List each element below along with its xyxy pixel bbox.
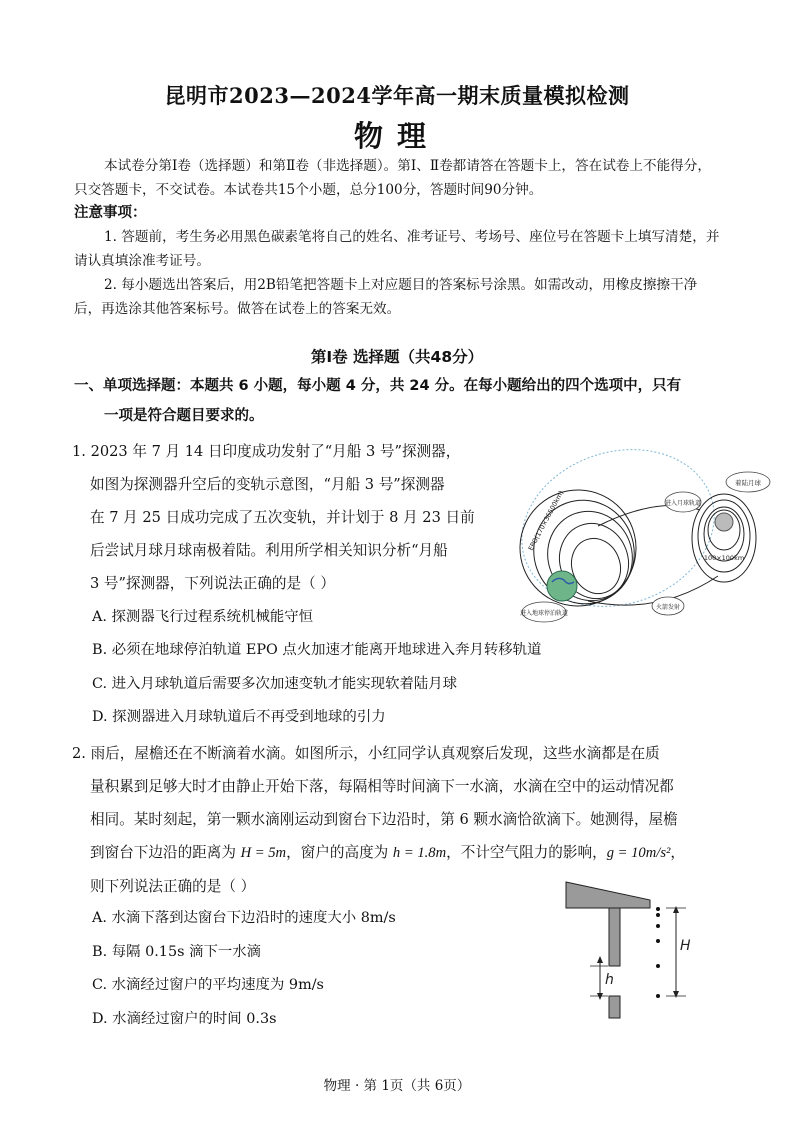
H-label: H (680, 938, 691, 954)
q1-line-1: 1. 2023 年 7 月 14 日印度成功发射了“月船 3 号”探测器， (72, 443, 461, 460)
intro-paragraph: 本试卷分第Ⅰ卷（选择题）和第Ⅱ卷（非选择题）。第Ⅰ、Ⅱ卷都请答在答题卡上，答在试卷上不能得分，只交答题卡，不交试卷。本试卷共15个小题，总分100分，答题时间90分钟。 (74, 158, 711, 198)
wall-lower (609, 996, 620, 1018)
landing-label: 着陆月球 (735, 479, 761, 487)
note-item-2: 2. 每小题选出答案后，用2B铅笔把答题卡上对应题目的答案标号涂黑。如需改动，用橡皮擦擦干净后，再选涂其他答案标号。做答在试卷上的答案无效。 (74, 277, 698, 317)
q1-option-b: B. 必须在地球停泊轨道 EPO 点火加速才能离开地球进入奔月转移轨道 (92, 642, 542, 658)
epo-label: EPO(170×36500km) (526, 489, 566, 552)
q2-g-value: g = 10m/s² (606, 845, 671, 861)
notes-heading: 注意事项： (74, 205, 147, 221)
q2-option-b: B. 每隔 0.15s 滴下一水滴 (92, 944, 262, 960)
q2-line-4-mid: ，窗户的高度为 (286, 844, 393, 861)
q1-line-4: 后尝试月球月球南极着陆。利用所学相关知识分析“月船 (90, 542, 448, 559)
moon-icon (715, 513, 733, 531)
q2-option-c: C. 水滴经过窗户的平均速度为 9m/s (92, 977, 324, 993)
note-item-1: 1. 答题前，考生务必用黑色碳素笔将自己的姓名、准考证号、考场号、座位号在答题卡上填写清楚，并请认真填涂准考证号。 (74, 229, 720, 269)
h-label: h (605, 972, 614, 988)
H-arrow-top (673, 906, 679, 913)
eave-roof (566, 882, 650, 908)
q2-line-4-pre: 到窗台下边沿的距离为 (90, 844, 241, 861)
part-heading-line-1: 一、单项选择题：本题共 6 小题，每小题 4 分，共 24 分。在每小题给出的四个选项中，只有 (74, 378, 682, 394)
question-1-stem (72, 435, 492, 600)
q2-H-value: H = 5m (240, 845, 287, 861)
q2-line-2: 量积累到足够大时才由静止开始下落，每隔相等时间滴下一水滴，水滴在空中的运动情况都 (90, 778, 674, 795)
q1-option-c: C. 进入月球轨道后需要多次加速变轨才能实现软着陆月球 (92, 676, 458, 692)
q1-line-2: 如图为探测器升空后的变轨示意图，“月船 3 号”探测器 (90, 476, 445, 493)
q2-line-1: 2. 雨后，屋檐还在不断滴着水滴。如图所示，小红同学认真观察后发现，这些水滴都是在质 (72, 745, 660, 762)
earth-orbit-label: 进入地球停泊轨道 (519, 610, 569, 617)
q2-line-4-mid2: ，不计空气阻力的影响， (446, 844, 607, 861)
H-arrow-bottom (673, 991, 679, 998)
drop-5 (656, 913, 660, 917)
q2-line-3: 相同。某时刻起，第一颗水滴刚运动到窗台下边沿时，第 6 颗水滴恰欲滴下。她测得，屋檐 (90, 811, 678, 828)
h-arrow-top (597, 956, 603, 963)
h-arrow-bottom (597, 993, 603, 1000)
launch-label: 火箭发射 (655, 604, 681, 611)
section-heading: 第Ⅰ卷 选择题（共48分） (310, 348, 484, 366)
subject-title: 物理 (353, 119, 440, 153)
page-footer: 物理 · 第 1页（共 6页） (323, 1078, 471, 1094)
wall-upper (609, 908, 620, 966)
q1-option-d: D. 探测器进入月球轨道后不再受到地球的引力 (92, 709, 386, 725)
drop-2 (656, 964, 660, 968)
q2-h-value: h = 1.8m (392, 845, 447, 861)
drop-3 (656, 939, 660, 943)
return-path (588, 576, 718, 605)
q1-line-5: 3 号”探测器，下列说法正确的是（ ） (90, 575, 335, 592)
earth-icon (547, 571, 577, 601)
q2-option-a: A. 水滴下落到达窗台下边沿时的速度大小 8m/s (92, 910, 396, 926)
part-heading-line-2: 一项是符合题目要求的。 (104, 408, 264, 424)
q1-line-3: 在 7 月 25 日成功完成了五次变轨，并计划于 8 月 23 日前 (90, 509, 475, 526)
lunar-capture-label: 进入月球轨道 (664, 500, 702, 507)
drop-1 (656, 994, 660, 998)
drop-4 (656, 924, 660, 928)
q2-line-4 (72, 836, 724, 870)
exam-title: 昆明市2023—2024学年高一期末质量模拟检测 (164, 83, 630, 108)
q1-trajectory-figure (488, 436, 778, 626)
drop-6 (656, 907, 660, 911)
q2-line-5: 则下列说法正确的是（ ） (90, 878, 256, 895)
q1-option-a: A. 探测器飞行过程系统机械能守恒 (92, 609, 314, 625)
q2-option-d: D. 水滴经过窗户的时间 0.3s (92, 1011, 277, 1027)
lunar-orbit-label: 100×100km (703, 554, 745, 562)
q2-line-4-end: ， (670, 844, 685, 861)
part-heading (74, 371, 734, 431)
q2-eave-figure (560, 878, 710, 1023)
